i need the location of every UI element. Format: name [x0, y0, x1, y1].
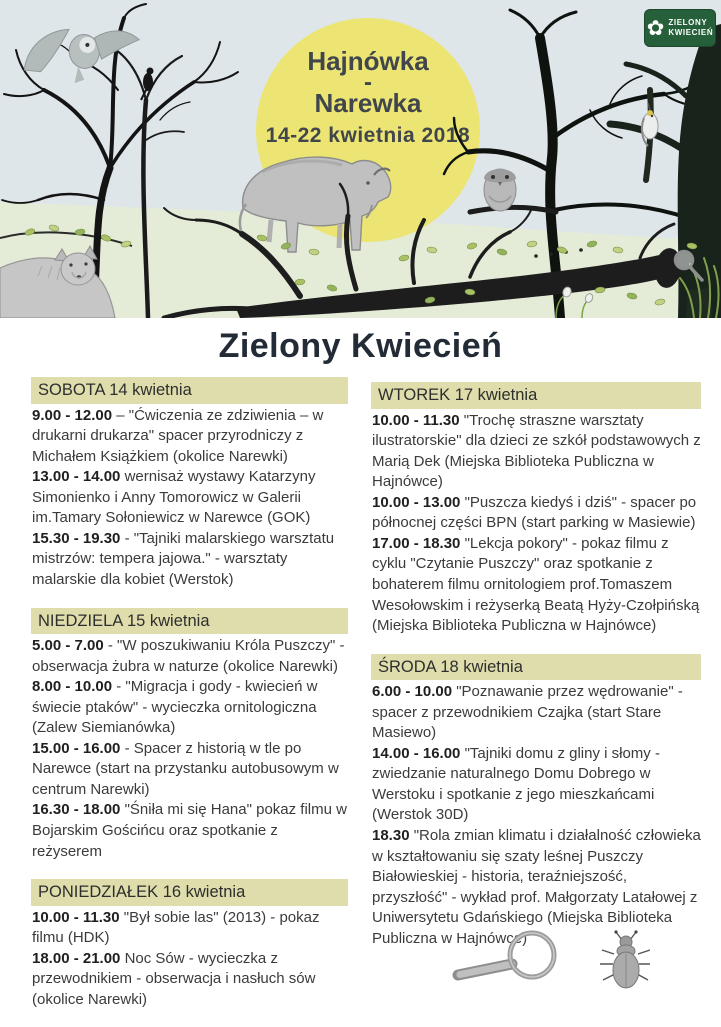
event-item — [371, 682, 701, 744]
header-illustration — [0, 0, 721, 318]
event-text: - "W poszukiwaniu Króla Puszczy" - obserwacja żubra w naturze (okolice Narewki) — [32, 637, 345, 675]
logo-badge — [644, 9, 716, 47]
event-time: 15.00 - 16.00 — [32, 739, 121, 757]
event-item — [31, 800, 348, 862]
event-item — [31, 529, 348, 591]
event-text: "Poznawanie przez wędrowanie" - spacer z przewodnikiem Czajka (start Stare Masiewo) — [372, 683, 683, 742]
day-section — [31, 879, 348, 1010]
event-text: Noc Sów - wycieczka z przewodnikiem - obserwacja i nasłuch sów (okolice Narewki) — [32, 949, 316, 1008]
event-time: 15.30 - 19.30 — [32, 529, 121, 547]
event-text: "Był sobie las" (2013) - pokaz filmu (HDK) — [32, 908, 320, 947]
header-place2: Narewka — [314, 88, 422, 118]
event-text: "Śniła mi się Hana" pokaz filmu w Bojarskim Gościńcu oraz spotkanie z reżyserem — [32, 801, 347, 860]
event-time: 18.00 - 21.00 — [32, 949, 121, 967]
event-time: 5.00 - 7.00 — [32, 637, 104, 655]
header-date: 14-22 kwietnia 2018 — [265, 124, 471, 147]
logo-text-line2: KWIECIEŃ — [668, 28, 714, 37]
event-text: wernisaż wystawy Katarzyny Simonienko i Anny Tomorowicz w Galerii im.Tamary Sołoniewicz w Narewce (GOK) — [32, 468, 316, 527]
event-item — [371, 411, 701, 493]
logo-text-line1: ZIELONY — [668, 18, 708, 27]
event-item — [31, 908, 348, 949]
day-heading: PONIEDZIAŁEK 16 kwietnia — [31, 879, 348, 906]
event-time: 17.00 - 18.30 — [372, 534, 461, 552]
event-time: 13.00 - 14.00 — [32, 468, 121, 486]
event-text: "Rola zmian klimatu i działalność człowieka w kształtowaniu się szaty leśnej Puszczy Białowieskiej - historia, teraźniejszość, przyszłość" - wykład prof. Małgorzaty Latałowej z Uniwersytetu Gdańskiego (Miejska Biblioteka Publiczna w Hajnówce) — [372, 827, 701, 947]
day-section — [371, 654, 701, 950]
event-time: 16.30 - 18.00 — [32, 801, 121, 819]
event-time: 9.00 - 12.00 — [32, 406, 113, 424]
event-text: - "Tajniki malarskiego warsztatu mistrzów: tempera jajowa." - warsztaty malarskie dla kobiet (Werstok) — [32, 529, 335, 588]
flower-icon: ✿ — [646, 16, 665, 40]
event-text: – "Ćwiczenia ze zdziwienia – w drukarni drukarza" spacer przyrodniczy z Michałem Książkiem (okolice Narewki) — [32, 406, 324, 465]
day-heading: SOBOTA 14 kwietnia — [31, 377, 348, 404]
day-heading: ŚRODA 18 kwietnia — [371, 654, 701, 681]
event-item — [31, 677, 348, 739]
event-text: - Spacer z historią w tle po Narewce (start na przystanku autobusowym w centrum Narewki) — [32, 739, 339, 798]
event-text: "Puszcza kiedyś i dziś" - spacer po północnej części BPN (start parking w Masiewie) — [372, 493, 697, 532]
header-dash: - — [364, 69, 372, 96]
event-item — [371, 744, 701, 826]
event-text: "Lekcja pokory" - pokaz filmu z cyklu "Czytanie Puszczy" oraz spotkanie z bohaterem filmu ornitologiem prof.Tomaszem Wesołowskim i reżyserką Beatą Hyży-Czołpińską (Miejska Biblioteka Publiczna w Hajnówce) — [372, 534, 700, 635]
day-section — [31, 608, 348, 863]
bark-beetle-icon — [600, 930, 650, 988]
day-section — [31, 377, 348, 591]
event-item — [371, 534, 701, 637]
event-item — [31, 949, 348, 1011]
event-time: 10.00 - 11.30 — [32, 908, 120, 926]
schedule-column-left — [31, 377, 348, 1027]
event-text: "Tajniki domu z gliny i słomy - zwiedzanie naturalnego Domu Dobrego w Werstoku i spotkanie z jego mieszkańcami (Werstok 30D) — [372, 744, 660, 824]
header-place1: Hajnówka — [307, 46, 429, 76]
event-time: 8.00 - 10.00 — [32, 678, 113, 696]
page-title: Zielony Kwiecień — [218, 327, 503, 365]
event-time: 14.00 - 16.00 — [372, 744, 461, 762]
event-text: - "Migracja i gody - kwiecień w świecie ptaków" - wycieczka ornitologiczna (Zalew Siemianówka) — [32, 678, 318, 737]
magnifier-icon — [458, 933, 554, 977]
event-time: 10.00 - 11.30 — [372, 411, 460, 429]
footer-illustration — [440, 928, 650, 1012]
day-heading: NIEDZIELA 15 kwietnia — [31, 608, 348, 635]
event-item — [31, 467, 348, 529]
event-text: "Trochę straszne warsztaty ilustratorskie" dla dzieci ze szkół podstawowych z Marią Dek (Miejska Biblioteka Publiczna w Hajnówce) — [372, 411, 701, 491]
event-time: 18.30 — [372, 827, 410, 845]
day-heading: WTOREK 17 kwietnia — [371, 382, 701, 409]
event-item — [31, 636, 348, 677]
event-item — [31, 406, 348, 468]
event-item — [371, 493, 701, 534]
day-section — [371, 382, 701, 637]
event-time: 6.00 - 10.00 — [372, 683, 453, 701]
event-time: 10.00 - 13.00 — [372, 493, 461, 511]
event-item — [31, 739, 348, 801]
schedule-column-right — [371, 382, 701, 966]
